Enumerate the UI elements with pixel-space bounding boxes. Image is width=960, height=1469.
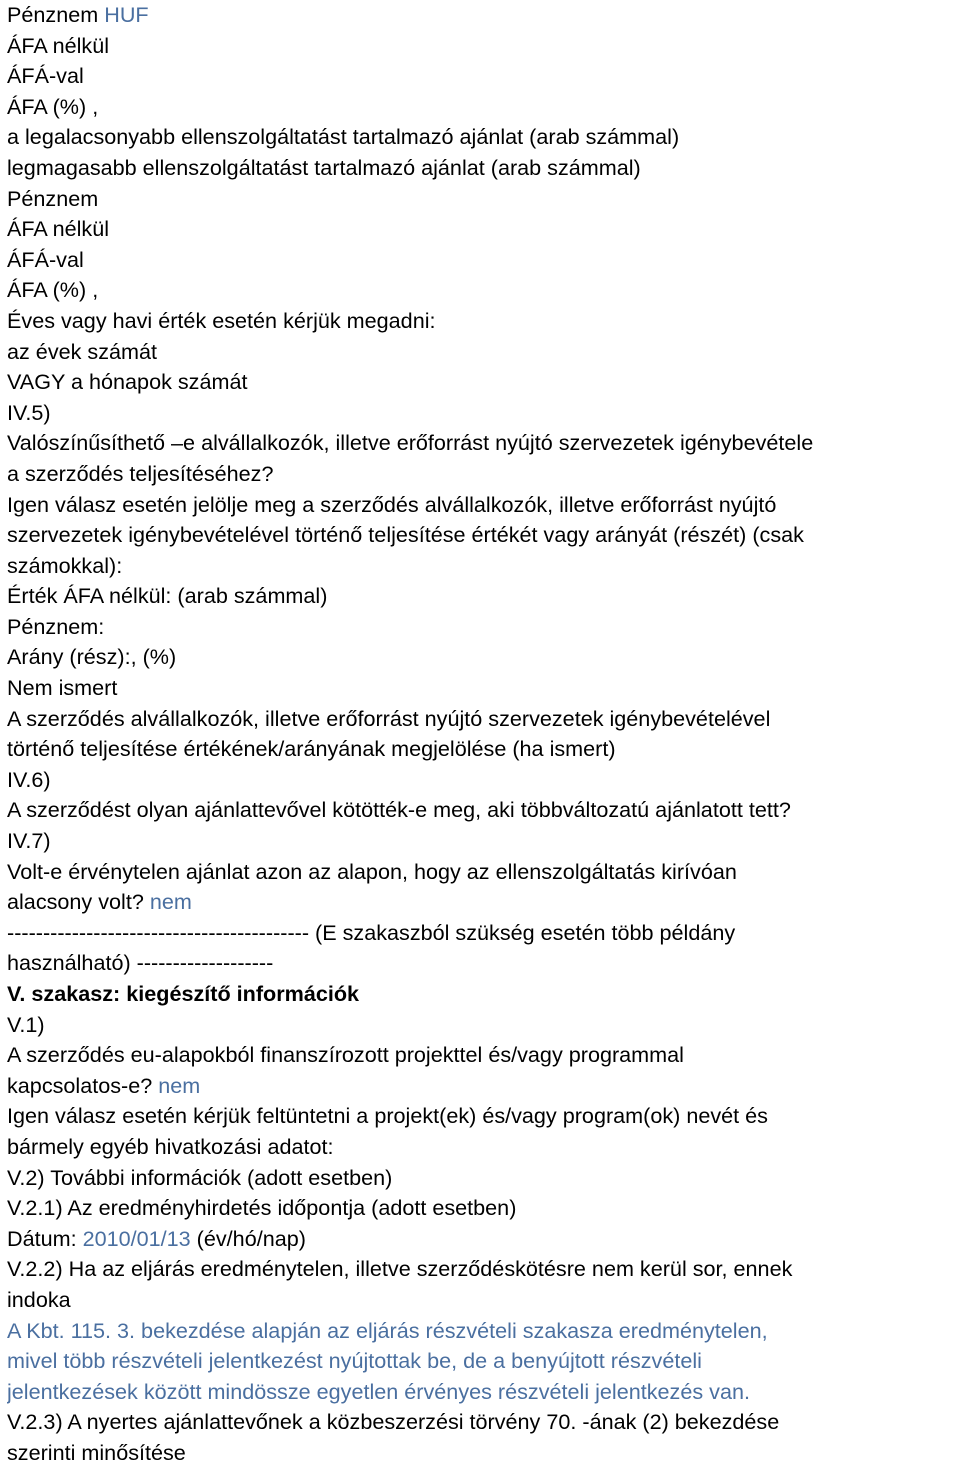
text-line bbox=[7, 184, 954, 215]
text-segment: A szerződést olyan ajánlattevővel kötötték-e meg, aki többváltozatú ajánlatott tett? bbox=[7, 797, 791, 823]
text-segment: Valószínűsíthető –e alvállalkozók, illetve erőforrást nyújtó szervezetek igénybevétele bbox=[7, 430, 814, 456]
text-line bbox=[7, 1377, 954, 1408]
highlighted-text: HUF bbox=[104, 2, 149, 27]
text-segment: VAGY a hónapok számát bbox=[7, 369, 248, 395]
text-line bbox=[7, 1407, 954, 1438]
text-segment: szervezetek igénybevételével történő teljesítése értékét vagy arányát (részét) (csak bbox=[7, 522, 804, 548]
text-segment: Arány (rész):, (%) bbox=[7, 644, 177, 670]
text-segment: IV.5) bbox=[7, 399, 51, 425]
text-segment: IV.6) bbox=[7, 766, 51, 792]
text-line bbox=[7, 1316, 954, 1347]
text-segment: ÁFÁ-val bbox=[7, 246, 84, 272]
text-segment: a szerződés teljesítéséhez? bbox=[7, 460, 274, 486]
section-heading: V. szakasz: kiegészítő információk bbox=[7, 981, 360, 1006]
text-line bbox=[7, 1101, 954, 1132]
text-line bbox=[7, 551, 954, 582]
text-segment: Volt-e érvénytelen ajánlat azon az alapon, hogy az ellenszolgáltatás kirívóan bbox=[7, 858, 737, 884]
text-line bbox=[7, 428, 954, 459]
text-line bbox=[7, 1346, 954, 1377]
text-segment: V.2.3) A nyertes ajánlattevőnek a közbeszerzési törvény 70. -ának (2) bekezdése bbox=[7, 1409, 780, 1435]
text-segment: történő teljesítése értékének/arányának megjelölése (ha ismert) bbox=[7, 736, 616, 762]
text-line bbox=[7, 490, 954, 521]
text-line bbox=[7, 153, 954, 184]
text-line bbox=[7, 1254, 954, 1285]
text-line bbox=[7, 31, 954, 62]
text-segment: Pénznem: bbox=[7, 613, 105, 639]
text-line bbox=[7, 1193, 954, 1224]
text-line bbox=[7, 398, 954, 429]
text-segment: alacsony volt? bbox=[7, 889, 150, 915]
text-segment: V.1) bbox=[7, 1011, 45, 1037]
text-line bbox=[7, 214, 954, 245]
text-line bbox=[7, 367, 954, 398]
text-line bbox=[7, 581, 954, 612]
text-segment: Pénznem bbox=[7, 2, 105, 27]
text-line bbox=[7, 887, 954, 918]
text-segment: szerinti minősítése bbox=[7, 1439, 186, 1465]
text-line bbox=[7, 275, 954, 306]
text-line bbox=[7, 1163, 954, 1194]
text-segment: Nem ismert bbox=[7, 675, 118, 701]
highlighted-text: mivel több részvételi jelentkezést nyújtottak be, de a benyújtott részvételi bbox=[7, 1348, 702, 1374]
highlighted-text: nem bbox=[149, 889, 192, 915]
text-segment: indoka bbox=[7, 1286, 71, 1312]
text-segment: kapcsolatos-e? bbox=[7, 1072, 159, 1098]
text-segment: Érték ÁFA nélkül: (arab számmal) bbox=[7, 583, 328, 609]
text-segment: A szerződés alvállalkozók, illetve erőforrást nyújtó szervezetek igénybevételével bbox=[7, 705, 771, 731]
text-line bbox=[7, 245, 954, 276]
text-line bbox=[7, 1224, 954, 1255]
text-segment: ÁFA nélkül bbox=[7, 216, 110, 242]
text-line bbox=[7, 704, 954, 735]
text-line bbox=[7, 1132, 954, 1163]
text-line bbox=[7, 642, 954, 673]
text-segment: IV.7) bbox=[7, 828, 51, 854]
text-segment: a legalacsonyabb ellenszolgáltatást tartalmazó ajánlat (arab számmal) bbox=[7, 124, 680, 150]
text-line bbox=[7, 795, 954, 826]
text-segment: Dátum: bbox=[7, 1225, 83, 1251]
text-line bbox=[7, 1285, 954, 1316]
text-segment: ------------------------------------------ (E szakaszból szükség esetén több példány bbox=[7, 919, 736, 945]
text-line bbox=[7, 1010, 954, 1041]
text-segment: Igen válasz esetén jelölje meg a szerződés alvállalkozók, illetve erőforrást nyújtó bbox=[7, 491, 777, 517]
text-line bbox=[7, 459, 954, 490]
text-segment: (év/hó/nap) bbox=[190, 1225, 306, 1251]
text-segment: legmagasabb ellenszolgáltatást tartalmazó ajánlat (arab számmal) bbox=[7, 154, 641, 180]
text-line bbox=[7, 122, 954, 153]
text-line bbox=[7, 918, 954, 949]
highlighted-text: 2010/01/13 bbox=[82, 1225, 191, 1251]
text-segment: az évek számát bbox=[7, 338, 158, 364]
text-segment: ÁFA (%) , bbox=[7, 277, 99, 303]
text-line bbox=[7, 826, 954, 857]
text-line bbox=[7, 1438, 954, 1469]
highlighted-text: jelentkezések között mindössze egyetlen érvényes részvételi jelentkezés van. bbox=[7, 1378, 750, 1404]
text-line bbox=[7, 948, 954, 979]
text-line bbox=[7, 337, 954, 368]
text-line bbox=[7, 979, 954, 1010]
text-segment: számokkal): bbox=[7, 552, 123, 578]
text-line bbox=[7, 673, 954, 704]
text-line bbox=[7, 520, 954, 551]
text-line bbox=[7, 765, 954, 796]
text-segment: Igen válasz esetén kérjük feltüntetni a projekt(ek) és/vagy program(ok) nevét és bbox=[7, 1103, 768, 1129]
text-line bbox=[7, 92, 954, 123]
text-line bbox=[7, 61, 954, 92]
text-segment: V.2.2) Ha az eljárás eredménytelen, illetve szerződéskötésre nem kerül sor, ennek bbox=[7, 1256, 793, 1282]
text-line bbox=[7, 306, 954, 337]
text-segment: V.2) További információk (adott esetben) bbox=[7, 1164, 393, 1190]
highlighted-text: A Kbt. 115. 3. bekezdése alapján az eljárás részvételi szakasza eredménytelen, bbox=[7, 1317, 768, 1343]
text-line bbox=[7, 1040, 954, 1071]
text-segment: A szerződés eu-alapokból finanszírozott projekttel és/vagy programmal bbox=[7, 1042, 684, 1068]
text-segment: Éves vagy havi érték esetén kérjük megadni: bbox=[7, 307, 436, 333]
text-segment: ÁFA (%) , bbox=[7, 93, 99, 119]
text-segment: Pénznem bbox=[7, 185, 99, 211]
text-segment: ÁFÁ-val bbox=[7, 63, 84, 89]
text-segment: bármely egyéb hivatkozási adatot: bbox=[7, 1133, 334, 1159]
text-line bbox=[7, 1071, 954, 1102]
text-line bbox=[7, 734, 954, 765]
text-segment: használható) ------------------- bbox=[7, 950, 274, 976]
text-segment: V.2.1) Az eredményhirdetés időpontja (adott esetben) bbox=[7, 1195, 517, 1221]
text-segment: ÁFA nélkül bbox=[7, 32, 110, 58]
text-line bbox=[7, 612, 954, 643]
text-line bbox=[7, 857, 954, 888]
highlighted-text: nem bbox=[158, 1072, 201, 1098]
text-line bbox=[7, 0, 954, 31]
